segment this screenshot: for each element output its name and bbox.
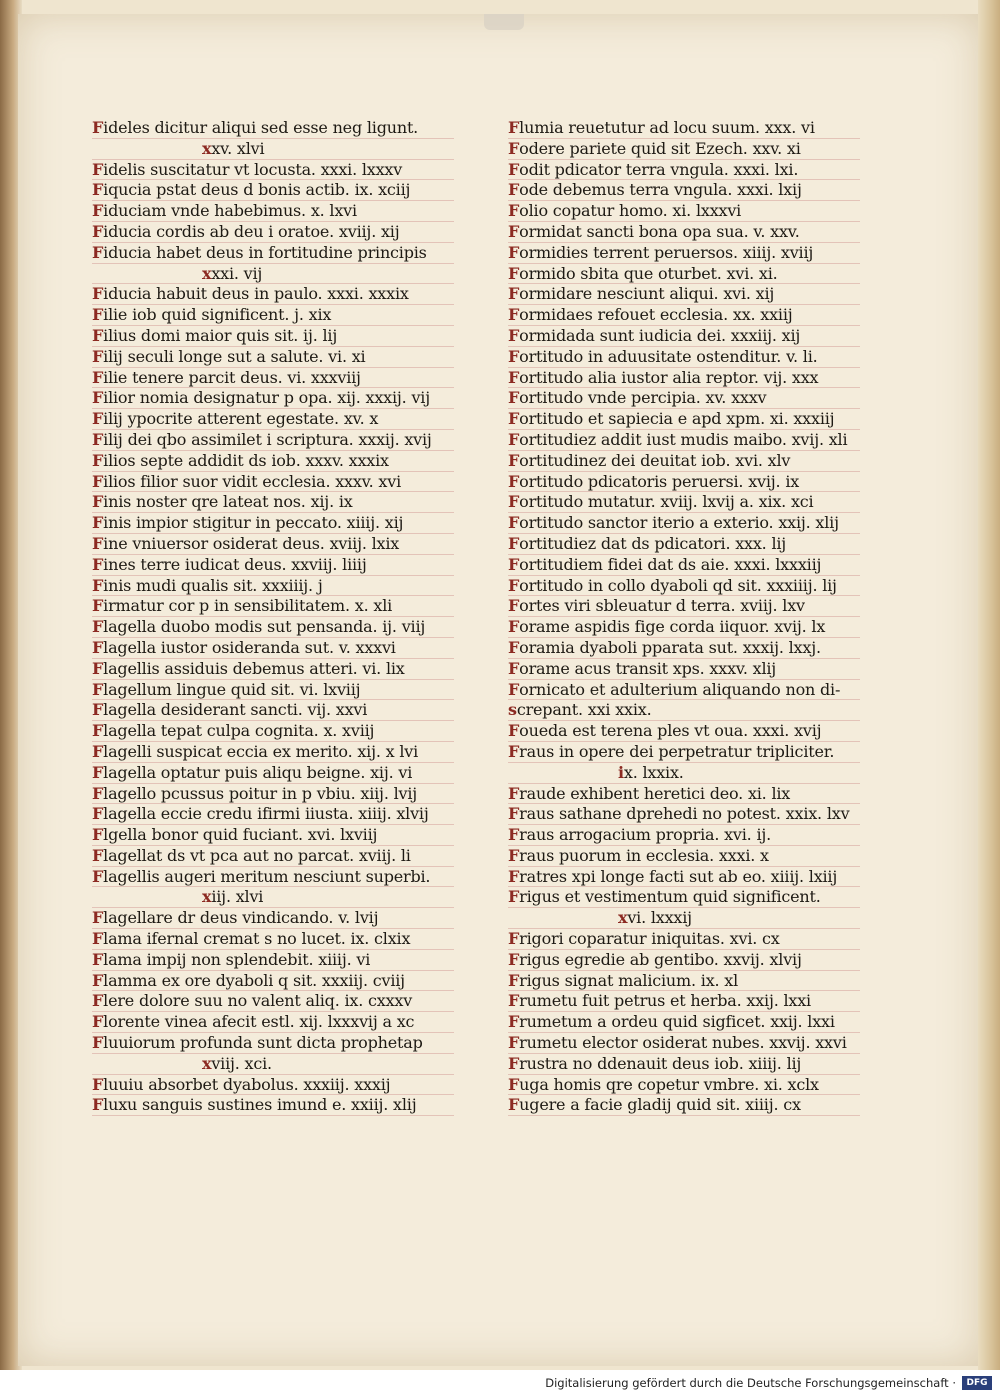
index-entry: Flagelli suspicat eccia ex merito. xij. x lvi <box>92 742 454 763</box>
index-entry: Fortes viri sbleuatur d terra. xviij. lxv <box>508 596 860 617</box>
index-entry: Fortitudo in aduusitate ostenditur. v. li. <box>508 347 860 368</box>
index-entry: Fine vniuersor osiderat deus. xviij. lxix <box>92 534 454 555</box>
index-entry: Fiduciam vnde habebimus. x. lxvi <box>92 201 454 222</box>
index-entry: Frigus et vestimentum quid significent. <box>508 887 860 908</box>
index-entry: Flagella iustor osideranda sut. v. xxxvi <box>92 638 454 659</box>
index-entry: Fortitudo alia iustor alia reptor. vij. xxx <box>508 368 860 389</box>
index-entry: ix. lxxix. <box>508 763 860 784</box>
index-entry: Fortitudo vnde percipia. xv. xxxv <box>508 388 860 409</box>
index-entry: Flama ifernal cremat s no lucet. ix. clxix <box>92 929 454 950</box>
index-entry: Formidare nesciunt aliqui. xvi. xij <box>508 284 860 305</box>
index-entry: Frumetu fuit petrus et herba. xxij. lxxi <box>508 991 860 1012</box>
index-entry: Filij ypocrite atterent egestate. xv. x <box>92 409 454 430</box>
index-entry: Finis impior stigitur in peccato. xiiij. xij <box>92 513 454 534</box>
page-tab <box>484 14 524 30</box>
index-entry: Filie iob quid significent. j. xix <box>92 305 454 326</box>
index-entry: Flagellare dr deus vindicando. v. lvij <box>92 908 454 929</box>
index-entry: Fiducia habet deus in fortitudine principis <box>92 243 454 264</box>
index-entry: Formidies terrent peruersos. xiiij. xviij <box>508 243 860 264</box>
index-entry: Florente vinea afecit estl. xij. lxxxvij a xc <box>92 1012 454 1033</box>
index-entry: Flama impij non splendebit. xiiij. vi <box>92 950 454 971</box>
index-entry: Fraus puorum in ecclesia. xxxi. x <box>508 846 860 867</box>
index-entry: Fortitudo sanctor iterio a exterio. xxij. xlij <box>508 513 860 534</box>
index-entry: Fuga homis qre copetur vmbre. xi. xclx <box>508 1075 860 1096</box>
index-entry: Flagellis assiduis debemus atteri. vi. lix <box>92 659 454 680</box>
index-entry: Flagella optatur puis aliqu beigne. xij. vi <box>92 763 454 784</box>
index-entry: Flamma ex ore dyaboli q sit. xxxiij. cviij <box>92 971 454 992</box>
index-entry: xxxi. vij <box>92 264 454 285</box>
index-entry: Fideles dicitur aliqui sed esse neg ligunt. <box>92 118 454 139</box>
index-entry: Fluuiorum profunda sunt dicta prophetap <box>92 1033 454 1054</box>
index-entry: Fortitudinez dei deuitat iob. xvi. xlv <box>508 451 860 472</box>
index-entry: Frigus signat malicium. ix. xl <box>508 971 860 992</box>
index-entry: Fodit pdicator terra vngula. xxxi. lxi. <box>508 160 860 181</box>
page-edge <box>978 0 1000 1370</box>
index-entry: Flagella eccie credu ifirmi iiusta. xiiij. xlvij <box>92 804 454 825</box>
index-entry: Forame acus transit xps. xxxv. xlij <box>508 659 860 680</box>
index-entry: Filie tenere parcit deus. vi. xxxviij <box>92 368 454 389</box>
index-entry: Filius domi maior quis sit. ij. lij <box>92 326 454 347</box>
index-entry: Fode debemus terra vngula. xxxi. lxij <box>508 180 860 201</box>
index-entry: Finis noster qre lateat nos. xij. ix <box>92 492 454 513</box>
index-entry: Fortitudiem fidei dat ds aie. xxxi. lxxxiij <box>508 555 860 576</box>
index-entry: Fines terre iudicat deus. xxviij. liiij <box>92 555 454 576</box>
index-entry: Fodere pariete quid sit Ezech. xxv. xi <box>508 139 860 160</box>
dfg-logo: DFG <box>962 1376 992 1390</box>
index-entry: Foueda est terena ples vt oua. xxxi. xvij <box>508 721 860 742</box>
index-entry: Frigus egredie ab gentibo. xxvij. xlvij <box>508 950 860 971</box>
index-entry: Frigori coparatur iniquitas. xvi. cx <box>508 929 860 950</box>
index-entry: Flgella bonor quid fuciant. xvi. lxviij <box>92 825 454 846</box>
index-entry: Foramia dyaboli pparata sut. xxxij. lxxj. <box>508 638 860 659</box>
index-entry: Fraus sathane dprehedi no potest. xxix. lxv <box>508 804 860 825</box>
index-entry: Fiducia habuit deus in paulo. xxxi. xxxix <box>92 284 454 305</box>
index-entry: Fidelis suscitatur vt locusta. xxxi. lxxxv <box>92 160 454 181</box>
index-entry: Filios filior suor vidit ecclesia. xxxv. xvi <box>92 472 454 493</box>
index-entry: Fortitudiez dat ds pdicatori. xxx. lij <box>508 534 860 555</box>
index-entry: Flere dolore suu no valent aliq. ix. cxxxv <box>92 991 454 1012</box>
index-entry: Formidaes refouet ecclesia. xx. xxiij <box>508 305 860 326</box>
index-entry: Flumia reuetutur ad locu suum. xxx. vi <box>508 118 860 139</box>
index-entry: Fiducia cordis ab deu i oratoe. xviij. xij <box>92 222 454 243</box>
index-entry: Fortitudo mutatur. xviij. lxvij a. xix. xci <box>508 492 860 513</box>
index-entry: Fortitudiez addit iust mudis maibo. xvij. xli <box>508 430 860 451</box>
index-entry: screpant. xxi xxix. <box>508 700 860 721</box>
index-entry: Fraude exhibent heretici deo. xi. lix <box>508 784 860 805</box>
index-entry: Flagella duobo modis sut pensanda. ij. viij <box>92 617 454 638</box>
index-entry: Filios septe addidit ds iob. xxxv. xxxix <box>92 451 454 472</box>
index-entry: Formidada sunt iudicia dei. xxxiij. xij <box>508 326 860 347</box>
footer-credit: Digitalisierung gefördert durch die Deutsche Forschungsgemeinschaft · <box>545 1376 956 1390</box>
index-entry: Flagellis augeri meritum nesciunt superbi. <box>92 867 454 888</box>
index-entry: Flagello pcussus poitur in p vbiu. xiij. lvij <box>92 784 454 805</box>
index-entry: Folio copatur homo. xi. lxxxvi <box>508 201 860 222</box>
index-entry: Filij seculi longe sut a salute. vi. xi <box>92 347 454 368</box>
index-entry: Frustra no ddenauit deus iob. xiiij. lij <box>508 1054 860 1075</box>
index-entry: Frumetum a ordeu quid sigficet. xxij. lxxi <box>508 1012 860 1033</box>
index-entry: Fiqucia pstat deus d bonis actib. ix. xciij <box>92 180 454 201</box>
index-entry: xiij. xlvi <box>92 887 454 908</box>
right-column <box>508 118 860 1116</box>
index-entry: xvi. lxxxij <box>508 908 860 929</box>
index-entry: Formidat sancti bona opa sua. v. xxv. <box>508 222 860 243</box>
footer-bar <box>0 1370 1000 1394</box>
left-column <box>92 118 454 1116</box>
index-entry: Forame aspidis fige corda iiquor. xvij. lx <box>508 617 860 638</box>
index-entry: Finis mudi qualis sit. xxxiiij. j <box>92 576 454 597</box>
index-entry: xviij. xci. <box>92 1054 454 1075</box>
index-entry: Formido sbita que oturbet. xvi. xi. <box>508 264 860 285</box>
index-entry: Fraus in opere dei perpetratur tripliciter. <box>508 742 860 763</box>
index-entry: Fluuiu absorbet dyabolus. xxxiij. xxxij <box>92 1075 454 1096</box>
index-entry: Fortitudo in collo dyaboli qd sit. xxxiiij. lij <box>508 576 860 597</box>
index-entry: Fortitudo et sapiecia e apd xpm. xi. xxxiij <box>508 409 860 430</box>
index-entry: xxv. xlvi <box>92 139 454 160</box>
index-entry: Fornicato et adulterium aliquando non di- <box>508 680 860 701</box>
index-entry: Filior nomia designatur p opa. xij. xxxij. vij <box>92 388 454 409</box>
index-entry: Flagellum lingue quid sit. vi. lxviij <box>92 680 454 701</box>
index-entry: Fratres xpi longe facti sut ab eo. xiiij. lxiij <box>508 867 860 888</box>
index-entry: Flagella tepat culpa cognita. x. xviij <box>92 721 454 742</box>
index-entry: Flagella desiderant sancti. vij. xxvi <box>92 700 454 721</box>
index-entry: Fraus arrogacium propria. xvi. ij. <box>508 825 860 846</box>
index-entry: Fugere a facie gladij quid sit. xiiij. cx <box>508 1095 860 1116</box>
index-entry: Flagellat ds vt pca aut no parcat. xviij. li <box>92 846 454 867</box>
index-entry: Frumetu elector osiderat nubes. xxvij. xxvi <box>508 1033 860 1054</box>
index-entry: Filij dei qbo assimilet i scriptura. xxxij. xvij <box>92 430 454 451</box>
index-entry: Fortitudo pdicatoris peruersi. xvij. ix <box>508 472 860 493</box>
index-entry: Firmatur cor p in sensibilitatem. x. xli <box>92 596 454 617</box>
index-entry: Fluxu sanguis sustines imund e. xxiij. xlij <box>92 1095 454 1116</box>
